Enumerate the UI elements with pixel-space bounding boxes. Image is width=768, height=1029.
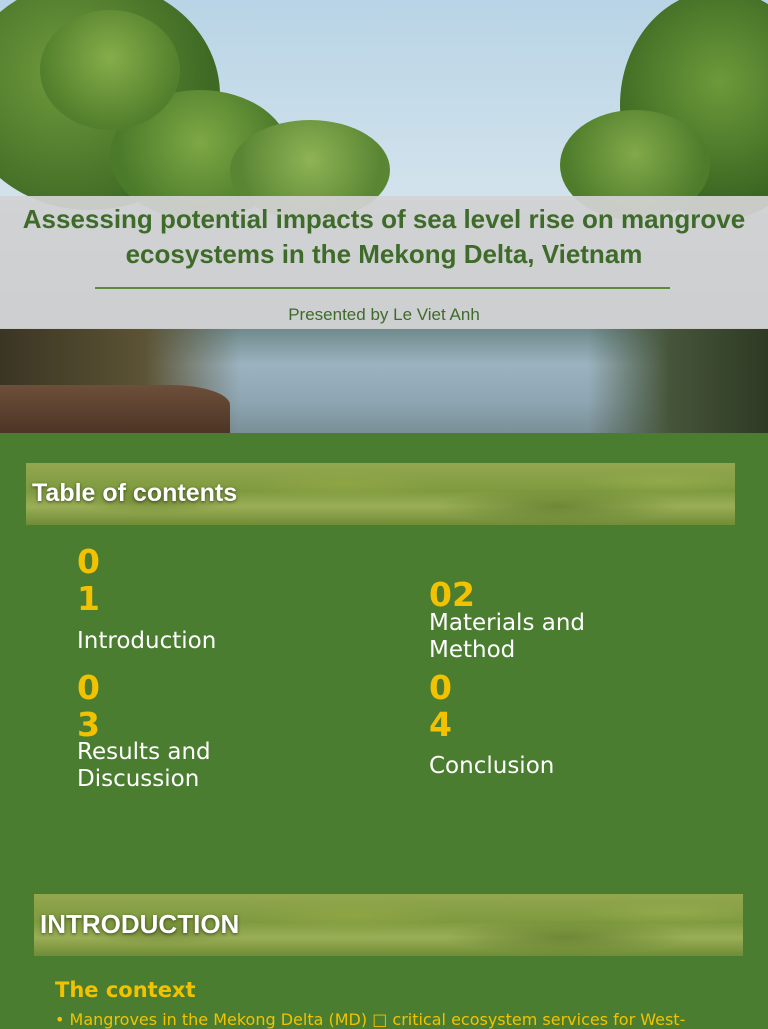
toc-item-results-discussion[interactable]: Results and Discussion (77, 739, 211, 792)
mud-bank (0, 385, 230, 433)
toc-number-02: 02 (429, 575, 475, 614)
toc-number-line: 0 (77, 542, 100, 581)
presentation-title: Assessing potential impacts of sea level rise on mangrove ecosystems in the Mekong Delta, Vietnam (22, 204, 746, 269)
left-tree-canopy (40, 10, 180, 130)
toc-number-line: 3 (77, 705, 100, 744)
bullet-text: Mangroves in the Mekong Delta (MD) □ critical ecosystem services for West- (69, 1010, 686, 1029)
toc-item-introduction[interactable]: Introduction (77, 628, 217, 654)
toc-number-01 (77, 543, 100, 617)
presenter-name: Presented by Le Viet Anh (288, 305, 480, 324)
toc-number-line: 0 (77, 668, 100, 707)
toc-item-conclusion[interactable]: Conclusion (429, 753, 555, 779)
title-divider (95, 287, 670, 289)
introduction-heading: INTRODUCTION (40, 909, 240, 939)
toc-banner (26, 463, 735, 525)
context-subheading: The context (55, 978, 196, 1002)
toc-heading: Table of contents (32, 479, 238, 507)
bullet-marker: • (55, 1010, 70, 1029)
introduction-banner (34, 894, 743, 956)
toc-number-04 (429, 669, 452, 743)
hero-slide (0, 0, 768, 433)
toc-number-line: 0 (429, 668, 452, 707)
riverbank-right (588, 328, 768, 433)
toc-number-line: 1 (77, 579, 100, 618)
title-band (0, 196, 768, 329)
toc-item-materials-method[interactable]: Materials and Method (429, 610, 586, 663)
toc-number-03 (77, 669, 100, 743)
context-bullet (55, 1010, 745, 1029)
toc-number-line: 4 (429, 705, 452, 744)
